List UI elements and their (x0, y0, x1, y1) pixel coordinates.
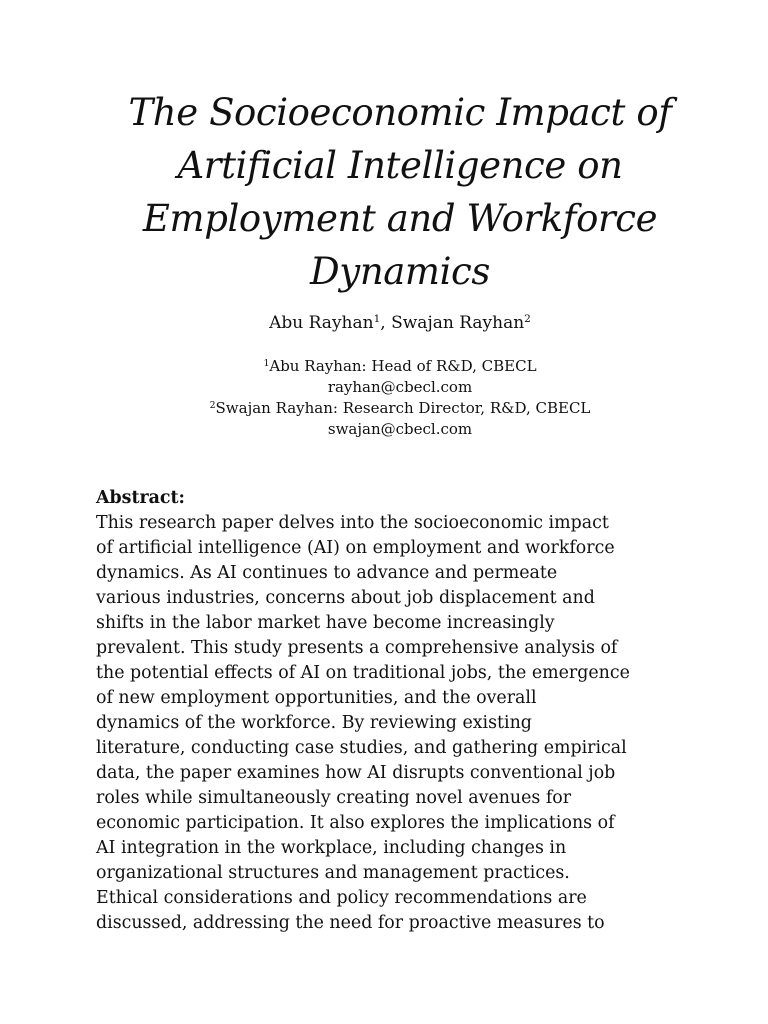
affiliation-text: Abu Rayhan: Head of R&D, CBECL (269, 357, 537, 375)
abstract-line: discussed, addressing the need for proactive measures to (96, 913, 605, 933)
affiliations (0, 356, 768, 440)
abstract-line: of artificial intelligence (AI) on employment and workforce (96, 538, 615, 558)
affiliation-mark: 2 (524, 313, 531, 326)
abstract-line: dynamics. As AI continues to advance and permeate (96, 563, 558, 583)
paper-title (90, 86, 710, 298)
title-line: Artificial Intelligence on (177, 144, 623, 187)
author-name: Swajan Rayhan (391, 313, 525, 333)
author-name: Abu Rayhan (269, 313, 374, 333)
title-line: Dynamics (310, 250, 490, 293)
title-line: The Socioeconomic Impact of (128, 91, 672, 134)
affiliation-mark: 2 (209, 399, 216, 411)
author-separator: , (380, 313, 392, 333)
abstract-line: economic participation. It also explores the implications of (96, 813, 615, 833)
author-email: swajan@cbecl.com (327, 420, 473, 438)
abstract-line: organizational structures and management practices. (96, 863, 570, 883)
abstract-line: data, the paper examines how AI disrupts conventional job (96, 763, 616, 783)
abstract-line: dynamics of the workforce. By reviewing existing (96, 713, 532, 733)
abstract-line: Ethical considerations and policy recommendations are (96, 888, 587, 908)
abstract-line: AI integration in the workplace, including changes in (96, 838, 567, 858)
author-list (0, 312, 768, 334)
author-email: rayhan@cbecl.com (327, 378, 473, 396)
abstract-line: roles while simultaneously creating novel avenues for (96, 788, 572, 808)
affiliation-mark: 1 (263, 357, 270, 369)
affiliation-line (0, 356, 768, 377)
affiliation-line (0, 398, 768, 419)
abstract-section (96, 486, 703, 936)
title-line: Employment and Workforce (142, 197, 658, 240)
abstract-line: various industries, concerns about job displacement and (96, 588, 595, 608)
affiliation-text: Swajan Rayhan: Research Director, R&D, CBECL (215, 399, 591, 417)
abstract-line: prevalent. This study presents a comprehensive analysis of (96, 638, 618, 658)
abstract-line: of new employment opportunities, and the overall (96, 688, 537, 708)
abstract-line: the potential effects of AI on traditional jobs, the emergence (96, 663, 630, 683)
abstract-heading: Abstract: (96, 488, 185, 508)
abstract-line: shifts in the labor market have become increasingly (96, 613, 555, 633)
abstract-line: This research paper delves into the socioeconomic impact (96, 513, 609, 533)
affiliation-mark: 1 (373, 313, 381, 326)
abstract-line: literature, conducting case studies, and gathering empirical (96, 738, 627, 758)
